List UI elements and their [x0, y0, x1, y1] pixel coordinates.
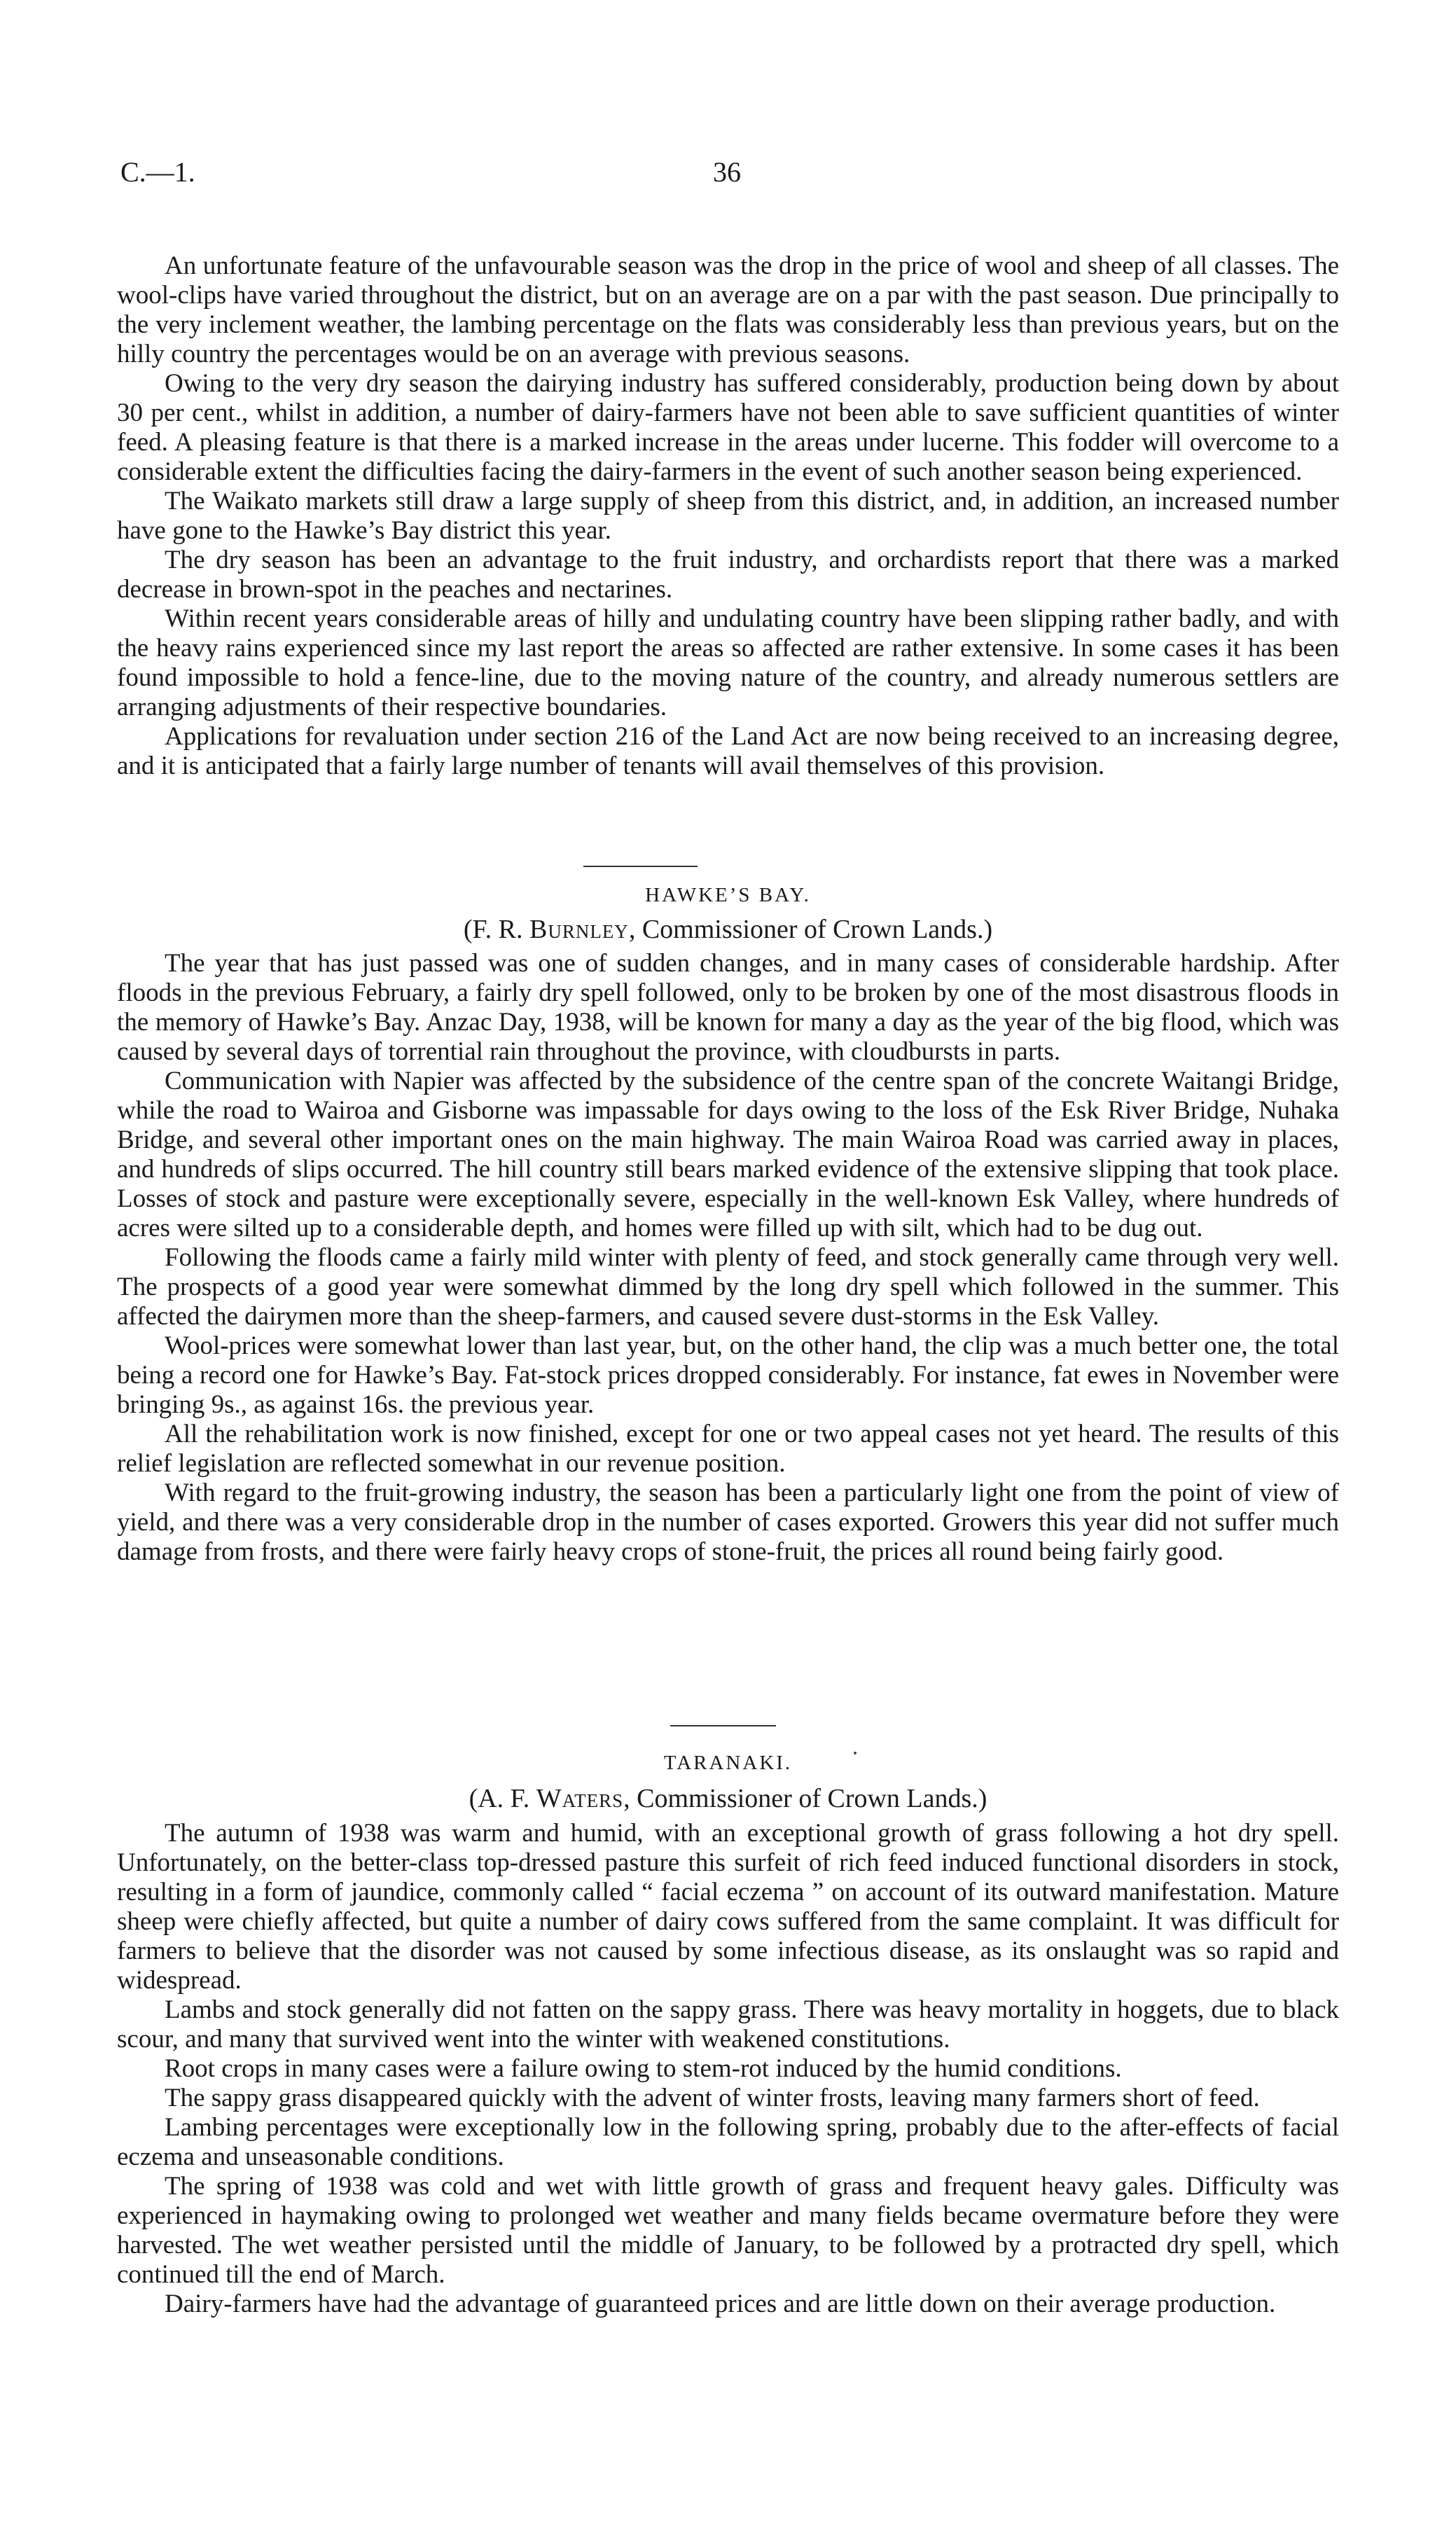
paragraph: Applications for revaluation under section 216 of the Land Act are now being received to an increasing degree, and it is anticipated that a fairly large number of tenants will avail themselves of this provision. — [117, 722, 1339, 780]
section-title-taranaki: TARANAKI. — [663, 1752, 793, 1774]
intro-section — [117, 251, 1339, 781]
paragraph: The spring of 1938 was cold and wet with little growth of grass and frequent heavy gales. Difficulty was experienced in haymaking owing to prolonged wet weather and many fields became overmature before they were harvested. The wet weather persisted until the middle of January, to be followed by a protracted dry spell, which continued till the end of March. — [117, 2172, 1339, 2289]
paragraph: With regard to the fruit-growing industry, the season has been a particularly light one from the point of view of yield, and there was a very considerable drop in the number of cases exported. Growers this year did not suffer much damage from frosts, and there were fairly heavy crops of stone-fruit, the prices all round being fairly good. — [117, 1479, 1339, 1566]
paragraph: The sappy grass disappeared quickly with the advent of winter frosts, leaving many farmers short of feed. — [165, 2084, 1260, 2112]
paragraph: Communication with Napier was affected by the subsidence of the centre span of the concrete Waitangi Bridge, while the road to Wairoa and Gisborne was impassable for days owing to the loss of the Esk River Bridge, Nuhaka Bridge, and several other important ones on the main highway. The main Wairoa Road was carried away in places, and hundreds of slips occurred. The hill country still bears marked evidence of the extensive slipping that took place. Losses of stock and pasture were exceptionally severe, especially in the well-known Esk Valley, where hundreds of acres were silted up to a considerable depth, and homes were filled up with silt, which had to be dug out. — [117, 1067, 1339, 1242]
author-prefix: (A. F. — [469, 1784, 536, 1813]
paragraph: Within recent years considerable areas of hilly and undulating country have been slipping rather badly, and with the heavy rains experienced since my last report the areas so affected are rather extensive. In some cases it has been found impossible to hold a fence-line, due to the moving nature of the country, and already numerous settlers are arranging adjustments of their respective boundaries. — [117, 604, 1339, 721]
paragraph: The Waikato markets still draw a large supply of sheep from this district, and, in addition, an increased number have gone to the Hawke’s Bay district this year. — [117, 487, 1339, 545]
paragraph: The autumn of 1938 was warm and humid, with an exceptional growth of grass following a hot dry spell. Unfortunately, on the better-class top-dressed pasture this surfeit of rich feed induced functional disorders in stock, resulting in a form of jaundice, commonly called “ facial eczema ” on account of its outward manifestation. Mature sheep were chiefly affected, but quite a number of dairy cows suffered from the same complaint. It was difficult for farmers to believe that the disorder was not caused by some infectious disease, as its onslaught was so rapid and widespread. — [117, 1819, 1339, 1995]
paragraph: Dairy-farmers have had the advantage of guaranteed prices and are little down on their average production. — [165, 2290, 1276, 2318]
author-title: , Commissioner of Crown Lands.) — [628, 915, 993, 944]
paragraph: Wool-prices were somewhat lower than last year, but, on the other hand, the clip was a much better one, the total being a record one for Hawke’s Bay. Fat-stock prices dropped considerably. For instance, fat ewes in November were bringing 9s., as against 16s. the previous year. — [117, 1331, 1339, 1419]
author-name: Waters — [536, 1784, 624, 1813]
section-author-taranaki — [0, 1783, 1456, 1814]
paragraph: Root crops in many cases were a failure owing to stem-rot induced by the humid conditions. — [165, 2054, 1122, 2083]
page-number: 36 — [713, 156, 741, 188]
section-title-hawkes-bay: HAWKE’S BAY. — [645, 884, 811, 906]
paragraph: Lambs and stock generally did not fatten on the sappy grass. There was heavy mortality in hoggets, due to black scour, and many that survived went into the winter with weakened constitutions. — [117, 1995, 1339, 2054]
hawkes-bay-section — [117, 949, 1339, 1567]
paragraph: The dry season has been an advantage to the fruit industry, and orchardists report that there was a marked decrease in brown-spot in the peaches and nectarines. — [117, 546, 1339, 604]
author-prefix: (F. R. — [463, 915, 529, 944]
taranaki-section — [117, 1819, 1339, 2319]
paragraph: All the rehabilitation work is now finished, except for one or two appeal cases not yet heard. The results of this relief legislation are reflected somewhat in our revenue position. — [117, 1420, 1339, 1478]
paragraph: Following the floods came a fairly mild winter with plenty of feed, and stock generally came through very well. The prospects of a good year were somewhat dimmed by the long dry spell which followed in the summer. This affected the dairymen more than the sheep-farmers, and caused severe dust-storms in the Esk Valley. — [117, 1243, 1339, 1331]
paragraph: An unfortunate feature of the unfavourable season was the drop in the price of wool and sheep of all classes. The wool-clips have varied throughout the district, but on an average are on a par with the past season. Due principally to the very inclement weather, the lambing percentage on the flats was considerably less than previous years, but on the hilly country the percentages would be on an average with previous seasons. — [117, 251, 1339, 368]
section-divider — [670, 1725, 776, 1726]
document-code: C.—1. — [120, 156, 195, 188]
section-divider — [583, 866, 698, 867]
section-author-hawkes-bay — [0, 914, 1456, 945]
paragraph: The year that has just passed was one of sudden changes, and in many cases of considerable hardship. After floods in the previous February, a fairly dry spell followed, only to be broken by one of the most disastrous floods in the memory of Hawke’s Bay. Anzac Day, 1938, will be known for many a day as the year of the big flood, which was caused by several days of torrential rain throughout the province, with cloudbursts in parts. — [117, 949, 1339, 1066]
paragraph: Lambing percentages were exceptionally low in the following spring, probably due to the after-effects of facial eczema and unseasonable conditions. — [117, 2113, 1339, 2171]
author-title: , Commissioner of Crown Lands.) — [623, 1784, 987, 1813]
paragraph: Owing to the very dry season the dairying industry has suffered considerably, production being down by about 30 per cent., whilst in addition, a number of dairy-farmers have not been able to save sufficient quantities of winter feed. A pleasing feature is that there is a marked increase in the areas under lucerne. This fodder will overcome to a considerable extent the difficulties facing the dairy-farmers in the event of such another season being experienced. — [117, 369, 1339, 486]
author-name: Burnley — [529, 915, 629, 944]
